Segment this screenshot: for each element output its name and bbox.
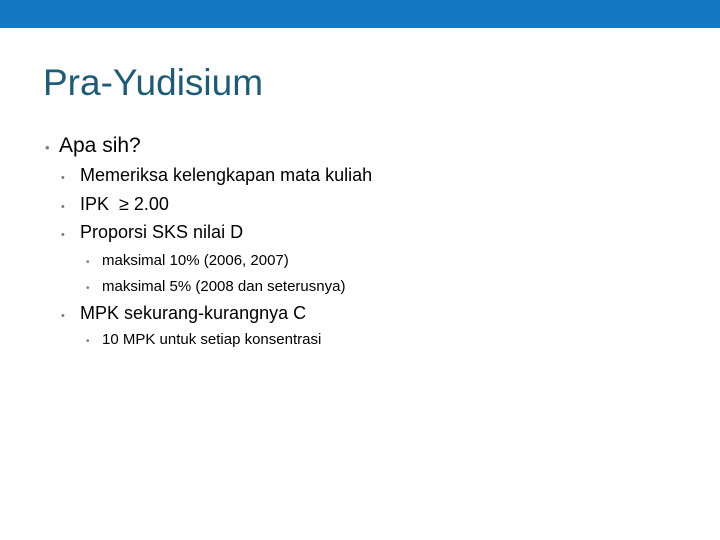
bullet-text: MPK sekurang-kurangnya C [80,303,307,323]
bullet-item [61,194,169,215]
bullet-text: IPK ≥ 2.00 [80,194,169,214]
bullet-dot-icon: • [86,257,90,268]
bullet-item [86,252,289,269]
bullet-dot-icon: • [61,229,65,241]
bullet-item [45,134,141,158]
bullet-item [86,278,345,295]
bullet-dot-icon: • [86,283,90,294]
bullet-text: 10 MPK untuk setiap konsentrasi [102,331,322,348]
bullet-item [86,331,321,348]
bullet-item [61,165,372,186]
slide-title: Pra-Yudisium [43,62,264,103]
bullet-text: maksimal 5% (2008 dan seterusnya) [102,278,346,295]
bullet-text: Apa sih? [59,134,141,157]
bullet-dot-icon: • [61,310,65,322]
bullet-item [61,303,306,324]
bullet-dot-icon: • [86,336,90,347]
bullet-text: maksimal 10% (2006, 2007) [102,252,289,269]
bullet-text: Proporsi SKS nilai D [80,222,244,242]
bullet-text: Memeriksa kelengkapan mata kuliah [80,165,373,185]
bullet-dot-icon: • [61,172,65,184]
bullet-dot-icon: • [45,140,50,155]
bullet-dot-icon: • [61,201,65,213]
top-accent-bar [0,0,720,28]
bullet-item [61,222,243,243]
